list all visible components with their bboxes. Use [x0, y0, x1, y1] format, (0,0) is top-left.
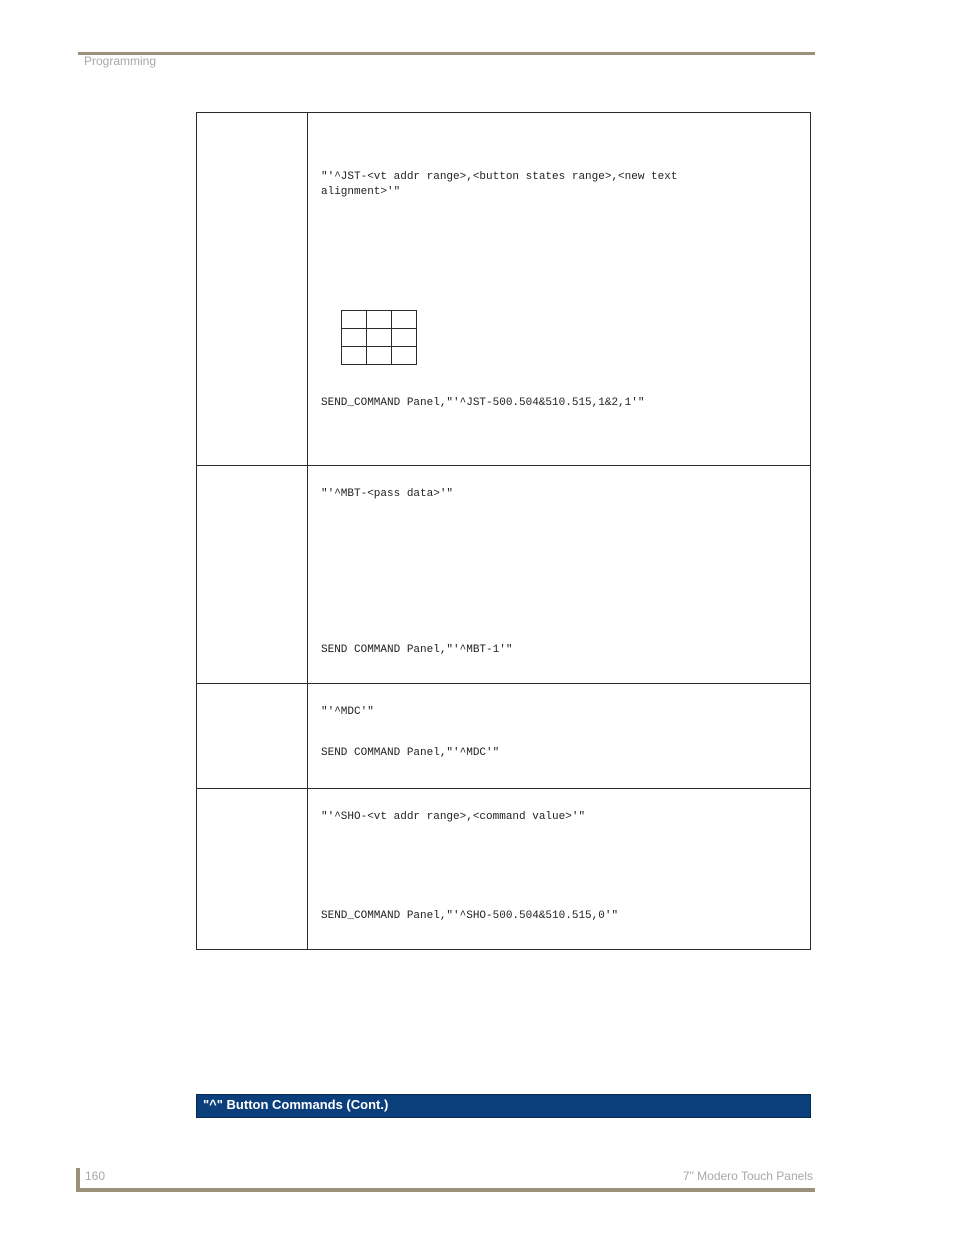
table-row	[197, 684, 811, 789]
document-title: 7" Modero Touch Panels	[682, 1169, 813, 1183]
command-detail-cell	[308, 684, 811, 789]
command-example: SEND COMMAND Panel,"'^MBT-1'"	[321, 644, 513, 656]
command-example: SEND_COMMAND Panel,"'^SHO-500.504&510.515,0'"	[321, 910, 619, 922]
section-header: Programming	[84, 54, 157, 68]
button-commands-table	[196, 112, 811, 950]
command-name-cell	[197, 684, 308, 789]
alignment-grid	[341, 310, 417, 365]
table-title-bar	[196, 1094, 811, 1118]
table-row	[197, 113, 811, 466]
table-row	[197, 466, 811, 684]
command-name-cell	[197, 466, 308, 684]
command-detail-cell	[308, 466, 811, 684]
header-rule	[78, 52, 815, 55]
command-syntax: "'^JST-<vt addr range>,<button states range>,<new text alignment>'"	[321, 171, 685, 198]
command-syntax: "'^MBT-<pass data>'"	[321, 488, 454, 500]
page-number: 160	[85, 1169, 106, 1183]
command-detail-cell	[308, 789, 811, 950]
footer-rule	[78, 1188, 815, 1192]
command-syntax: "'^MDC'"	[321, 706, 374, 718]
table-title: "^" Button Commands (Cont.)	[203, 1097, 389, 1112]
command-name-cell	[197, 113, 308, 466]
command-example: SEND_COMMAND Panel,"'^JST-500.504&510.515,1&2,1'"	[321, 397, 645, 409]
command-name-cell	[197, 789, 308, 950]
table-row	[197, 789, 811, 950]
command-example: SEND COMMAND Panel,"'^MDC'"	[321, 747, 500, 759]
command-detail-cell	[308, 113, 811, 466]
command-syntax: "'^SHO-<vt addr range>,<command value>'"	[321, 811, 586, 823]
